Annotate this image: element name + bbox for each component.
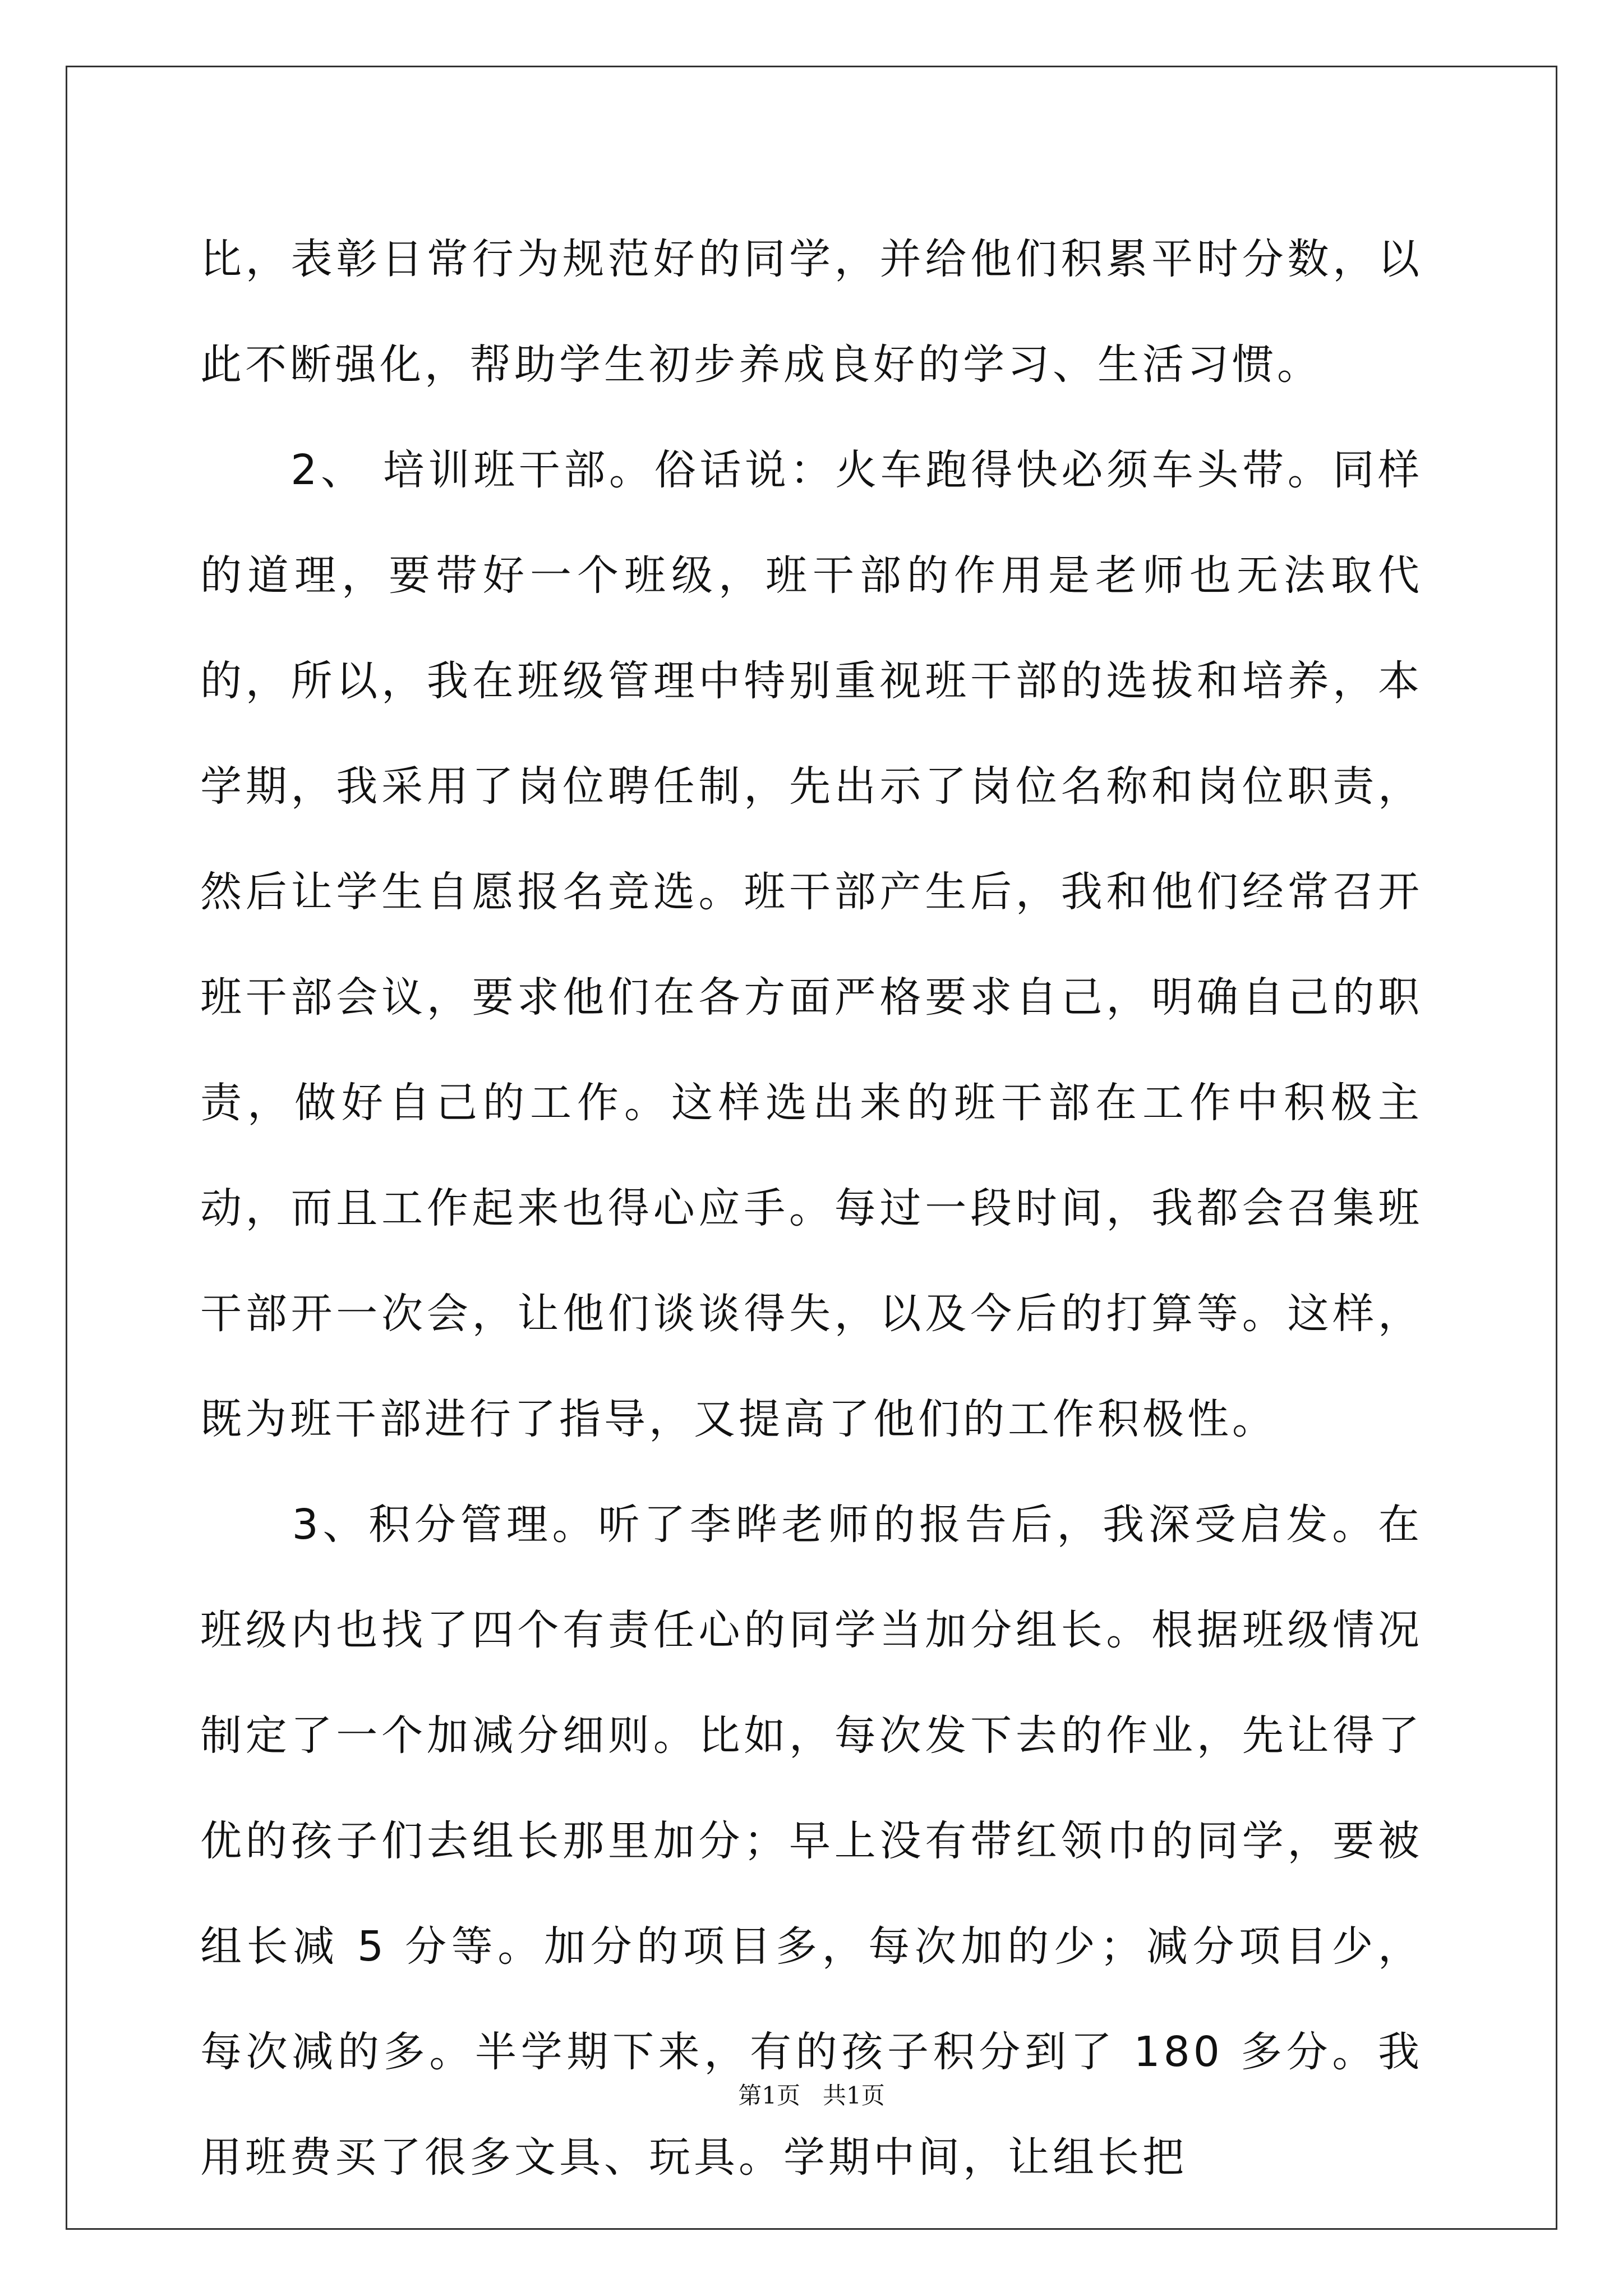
page-number: 第1页 — [738, 2082, 800, 2109]
document-body — [200, 206, 1423, 2210]
paragraph-1: 比，表彰日常行为规范好的同学，并给他们积累平时分数，以此不断强化，帮助学生初步养成良好的学习、生活习惯。 — [200, 235, 1423, 389]
paragraph-3: 3、积分管理。听了李晔老师的报告后，我深受启发。在班级内也找了四个有责任心的同学当加分组长。根据班级情况制定了一个加减分细则。比如，每次发下去的作业，先让得了优的孩子们去组长那里加分；早上没有带红领巾的同学，要被组长减 5 分等。加分的项目多，每次加的少；减分项目少，每次减的多。半学期下来，有的孩子积分到了 180 多分。我用班费买了很多文具、玩具。学期中间，让组长把 — [200, 1501, 1423, 2182]
page-footer — [0, 2077, 1623, 2111]
paragraph-2: 2、 培训班干部。俗话说：火车跑得快必须车头带。同样的道理，要带好一个班级，班干部的作用是老师也无法取代的，所以，我在班级管理中特别重视班干部的选拔和培养，本学期，我采用了岗位聘任制，先出示了岗位名称和岗位职责，然后让学生自愿报名竞选。班干部产生后，我和他们经常召开班干部会议，要求他们在各方面严格要求自己，明确自己的职责，做好自己的工作。这样选出来的班干部在工作中积极主动，而且工作起来也得心应手。每过一段时间，我都会召集班干部开一次会，让他们谈谈得失，以及今后的打算等。这样，既为班干部进行了指导，又提高了他们的工作积极性。 — [200, 446, 1423, 1443]
page-total: 共1页 — [823, 2082, 885, 2109]
